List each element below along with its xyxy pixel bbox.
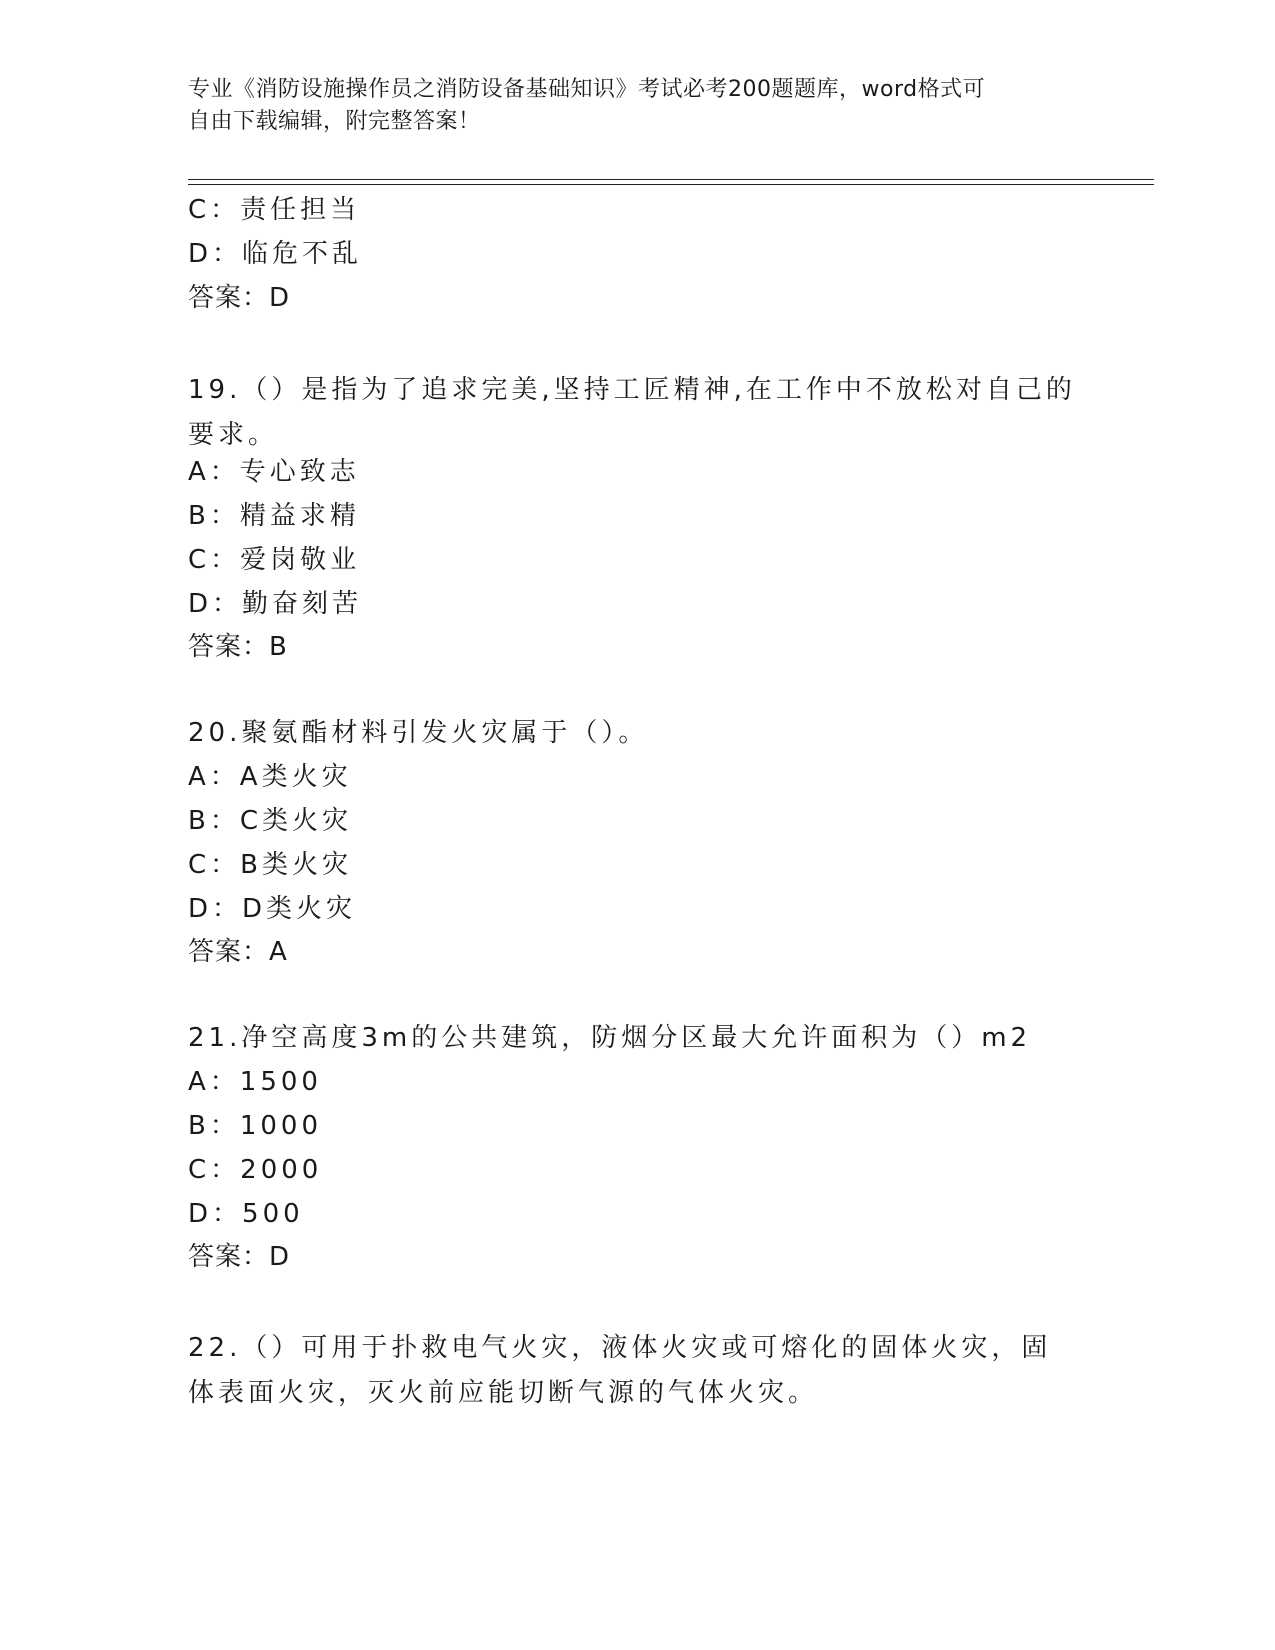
q19-option-c: C：爱岗敬业 bbox=[188, 545, 361, 575]
q22-stem: 22.（）可用于扑救电气火灾，液体火灾或可熔化的固体火灾，固体表面火灾，灭火前应能切断气源的气体火灾。 bbox=[188, 1333, 1052, 1408]
header-divider-bottom bbox=[188, 184, 1154, 185]
q19-stem: 19.（）是指为了追求完美,坚持工匠精神,在工作中不放松对自己的要求。 bbox=[188, 375, 1076, 450]
q18-option-c: C：责任担当 bbox=[188, 195, 361, 225]
q21-option-c: C：2000 bbox=[188, 1155, 323, 1185]
q19-option-b: B：精益求精 bbox=[188, 501, 360, 531]
q20-option-a: A：A类火灾 bbox=[188, 762, 352, 792]
q20-option-c: C：B类火灾 bbox=[188, 850, 352, 880]
q21-stem: 21.净空高度3m的公共建筑，防烟分区最大允许面积为（）m2 bbox=[188, 1023, 1032, 1053]
q20-option-b: B：C类火灾 bbox=[188, 806, 352, 836]
q20-stem: 20.聚氨酯材料引发火灾属于（）。 bbox=[188, 718, 649, 748]
header-divider-top bbox=[188, 179, 1154, 180]
q18-option-d: D：临危不乱 bbox=[188, 239, 363, 269]
header-line-2: 自由下载编辑，附完整答案！ bbox=[188, 109, 481, 134]
q18-answer: 答案：D bbox=[188, 283, 291, 313]
q19-option-a: A：专心致志 bbox=[188, 457, 360, 487]
header-line-1: 专业《消防设施操作员之消防设备基础知识》考试必考200题题库，word格式可 bbox=[188, 77, 986, 102]
q20-option-d: D：D类火灾 bbox=[188, 894, 357, 924]
q21-option-b: B：1000 bbox=[188, 1111, 323, 1141]
q21-option-a: A：1500 bbox=[188, 1067, 322, 1097]
q19-answer: 答案：B bbox=[188, 632, 288, 662]
q20-answer: 答案：A bbox=[188, 937, 288, 967]
q21-option-d: D：500 bbox=[188, 1199, 304, 1229]
q21-answer: 答案：D bbox=[188, 1242, 291, 1272]
document-header bbox=[188, 74, 1068, 138]
q19-option-d: D：勤奋刻苦 bbox=[188, 589, 363, 619]
